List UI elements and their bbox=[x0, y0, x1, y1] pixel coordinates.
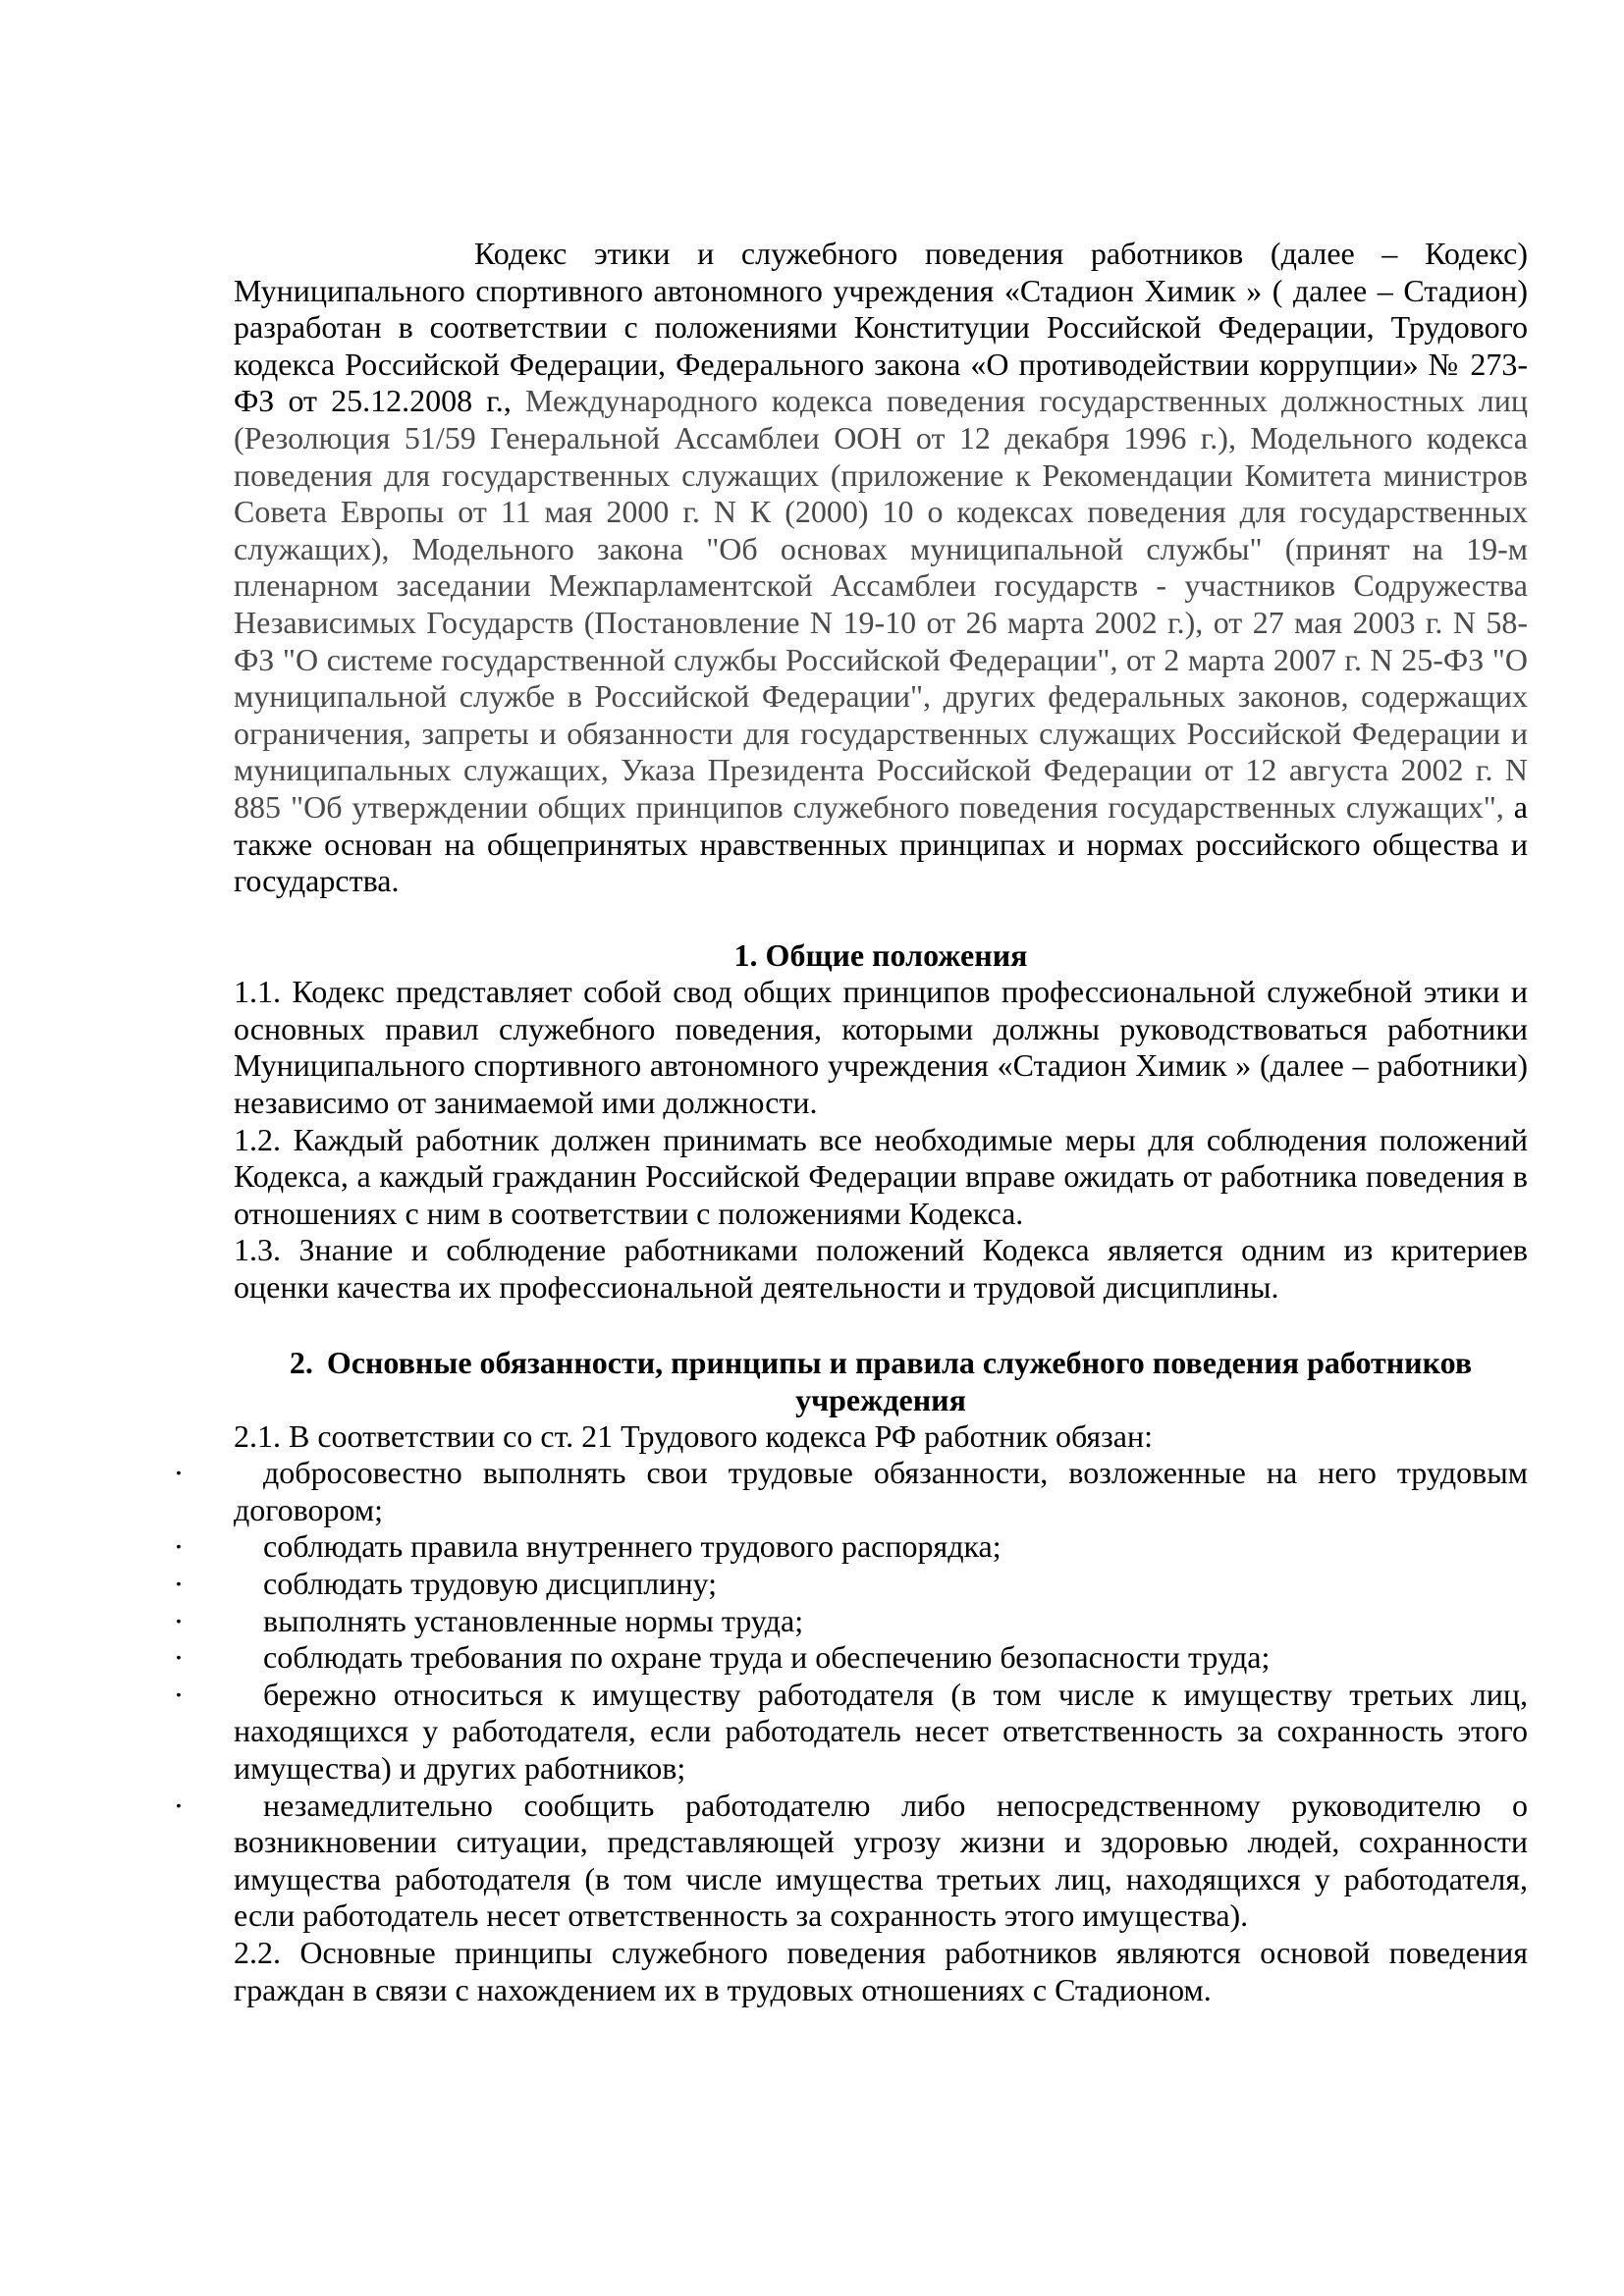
bullet-mark: · bbox=[173, 1676, 185, 1712]
bullet-mark: · bbox=[173, 1566, 185, 1601]
intro-paragraph bbox=[234, 236, 1528, 900]
section2-paragraph-2-1: 2.1. В соответствии со ст. 21 Трудового кодекса РФ работник обязан: bbox=[234, 1417, 1153, 1454]
list-item bbox=[173, 1528, 1528, 1566]
list-item-text: соблюдать требования по охране труда и обеспечению безопасности труда; bbox=[263, 1639, 1271, 1676]
list-item bbox=[173, 1602, 1528, 1640]
intro-text-part3: а также основан на общепринятых нравственных принципах и нормах российского общества и государства. bbox=[234, 788, 1529, 899]
bullet-mark: · bbox=[173, 1787, 185, 1823]
section2-paragraph-2-2: 2.2. Основные принципы служебного поведения работников являются основой поведения граждан в связи с нахождением их в трудовых отношениях с Стадионом. bbox=[234, 1934, 1528, 2007]
bullet-mark: · bbox=[173, 1455, 185, 1491]
section1-paragraph-1-1: 1.1. Кодекс представляет собой свод общих принципов профессиональной служебной этики и основных правил служебного поведения, которыми должны руководствоваться работники Муниципального спортивного автономного учреждения «Стадион Химик » (далее – работники) независимо от занимаемой ими должности. bbox=[234, 974, 1528, 1121]
bullet-mark: · bbox=[173, 1528, 185, 1565]
section1-heading: 1. Общие положения bbox=[733, 936, 1028, 973]
list-item bbox=[173, 1566, 1528, 1603]
section1-paragraph-1-3: 1.3. Знание и соблюдение работниками положений Кодекса является одним из критериев оценки качества их профессиональной деятельности и трудовой дисциплины. bbox=[234, 1232, 1528, 1306]
list-item bbox=[173, 1455, 1528, 1528]
section2-heading bbox=[234, 1344, 1528, 1418]
document-body bbox=[173, 236, 1529, 2008]
list-item bbox=[173, 1676, 1528, 1788]
list-item-text: соблюдать правила внутреннего трудового распорядка; bbox=[263, 1528, 1001, 1565]
list-item-text: незамедлительно сообщить работодателю либо непосредственному руководителю о возникновении ситуации, представляющей угрозу жизни и здоровью людей, сохранности имущества работодателя (в том числе имущества третьих лиц, находящихся у работодателя, если работодатель несет ответственность за сохранность этого имущества). bbox=[234, 1787, 1528, 1934]
bullet-mark: · bbox=[173, 1602, 185, 1638]
list-item-text: выполнять установленные нормы труда; bbox=[263, 1602, 804, 1638]
section1-paragraph-1-2: 1.2. Каждый работник должен принимать все необходимые меры для соблюдения положений Кодекса, а каждый гражданин Российской Федерации вправе ожидать от работника поведения в отношениях с ним в соответствии с положениями Кодекса. bbox=[234, 1121, 1528, 1231]
list-item-text: бережно относиться к имуществу работодателя (в том числе к имуществу третьих лиц, находящихся у работодателя, если работодатель несет ответственность за сохранность этого имущества) и других работников; bbox=[234, 1676, 1528, 1786]
section2-title: Основные обязанности, принципы и правила служебного поведения работников учреждения bbox=[326, 1344, 1473, 1417]
intro-text-part2: Международного кодекса поведения государственных должностных лиц (Резолюция 51/59 Генеральной Ассамблеи ООН от 12 декабря 1996 г.), Модельного кодекса поведения для государственных служащих (приложение к Рекомендации Комитета министров Совета Европы от 11 мая 2000 г. N К (2000) 10 о кодексах поведения для государственных служащих), Модельного закона "Об основах муниципальной службы" (принят на 19-м пленарном заседании Межпарламентской Ассамблеи государств - участников Содружества Независимых Государств (Постановление N 19-10 от 26 марта 2002 г.), от 27 мая 2003 г. N 58-ФЗ "О системе государственной службы Российской Федерации", от 2 марта 2007 г. N 25-ФЗ "О муниципальной службе в Российской Федерации", других федеральных законов, содержащих ограничения, запреты и обязанности для государственных служащих Российской Федерации и муниципальных служащих, Указа Президента Российской Федерации от 12 августа 2002 г. N 885 "Об утверждении общих принципов служебного поведения государственных служащих", bbox=[234, 383, 1529, 825]
section2-number: 2. bbox=[289, 1344, 313, 1380]
list-item bbox=[173, 1639, 1528, 1677]
list-item-text: соблюдать трудовую дисциплину; bbox=[263, 1566, 717, 1601]
list-item bbox=[173, 1787, 1528, 1935]
intro-text-part1: Кодекс этики и служебного поведения работников (далее – Кодекс) Муниципального спортивного автономного учреждения «Стадион Химик » ( далее – Стадион) разработан в соответствии с положениями Конституции Российской Федерации, Трудового кодекса Российской Федерации, Федерального закона «О противодействии коррупции» № 273-ФЗ от 25.12.2008 г., bbox=[234, 236, 1528, 419]
list-item-text: добросовестно выполнять свои трудовые обязанности, возложенные на него трудовым договором; bbox=[234, 1455, 1528, 1527]
bullet-mark: · bbox=[173, 1639, 185, 1676]
